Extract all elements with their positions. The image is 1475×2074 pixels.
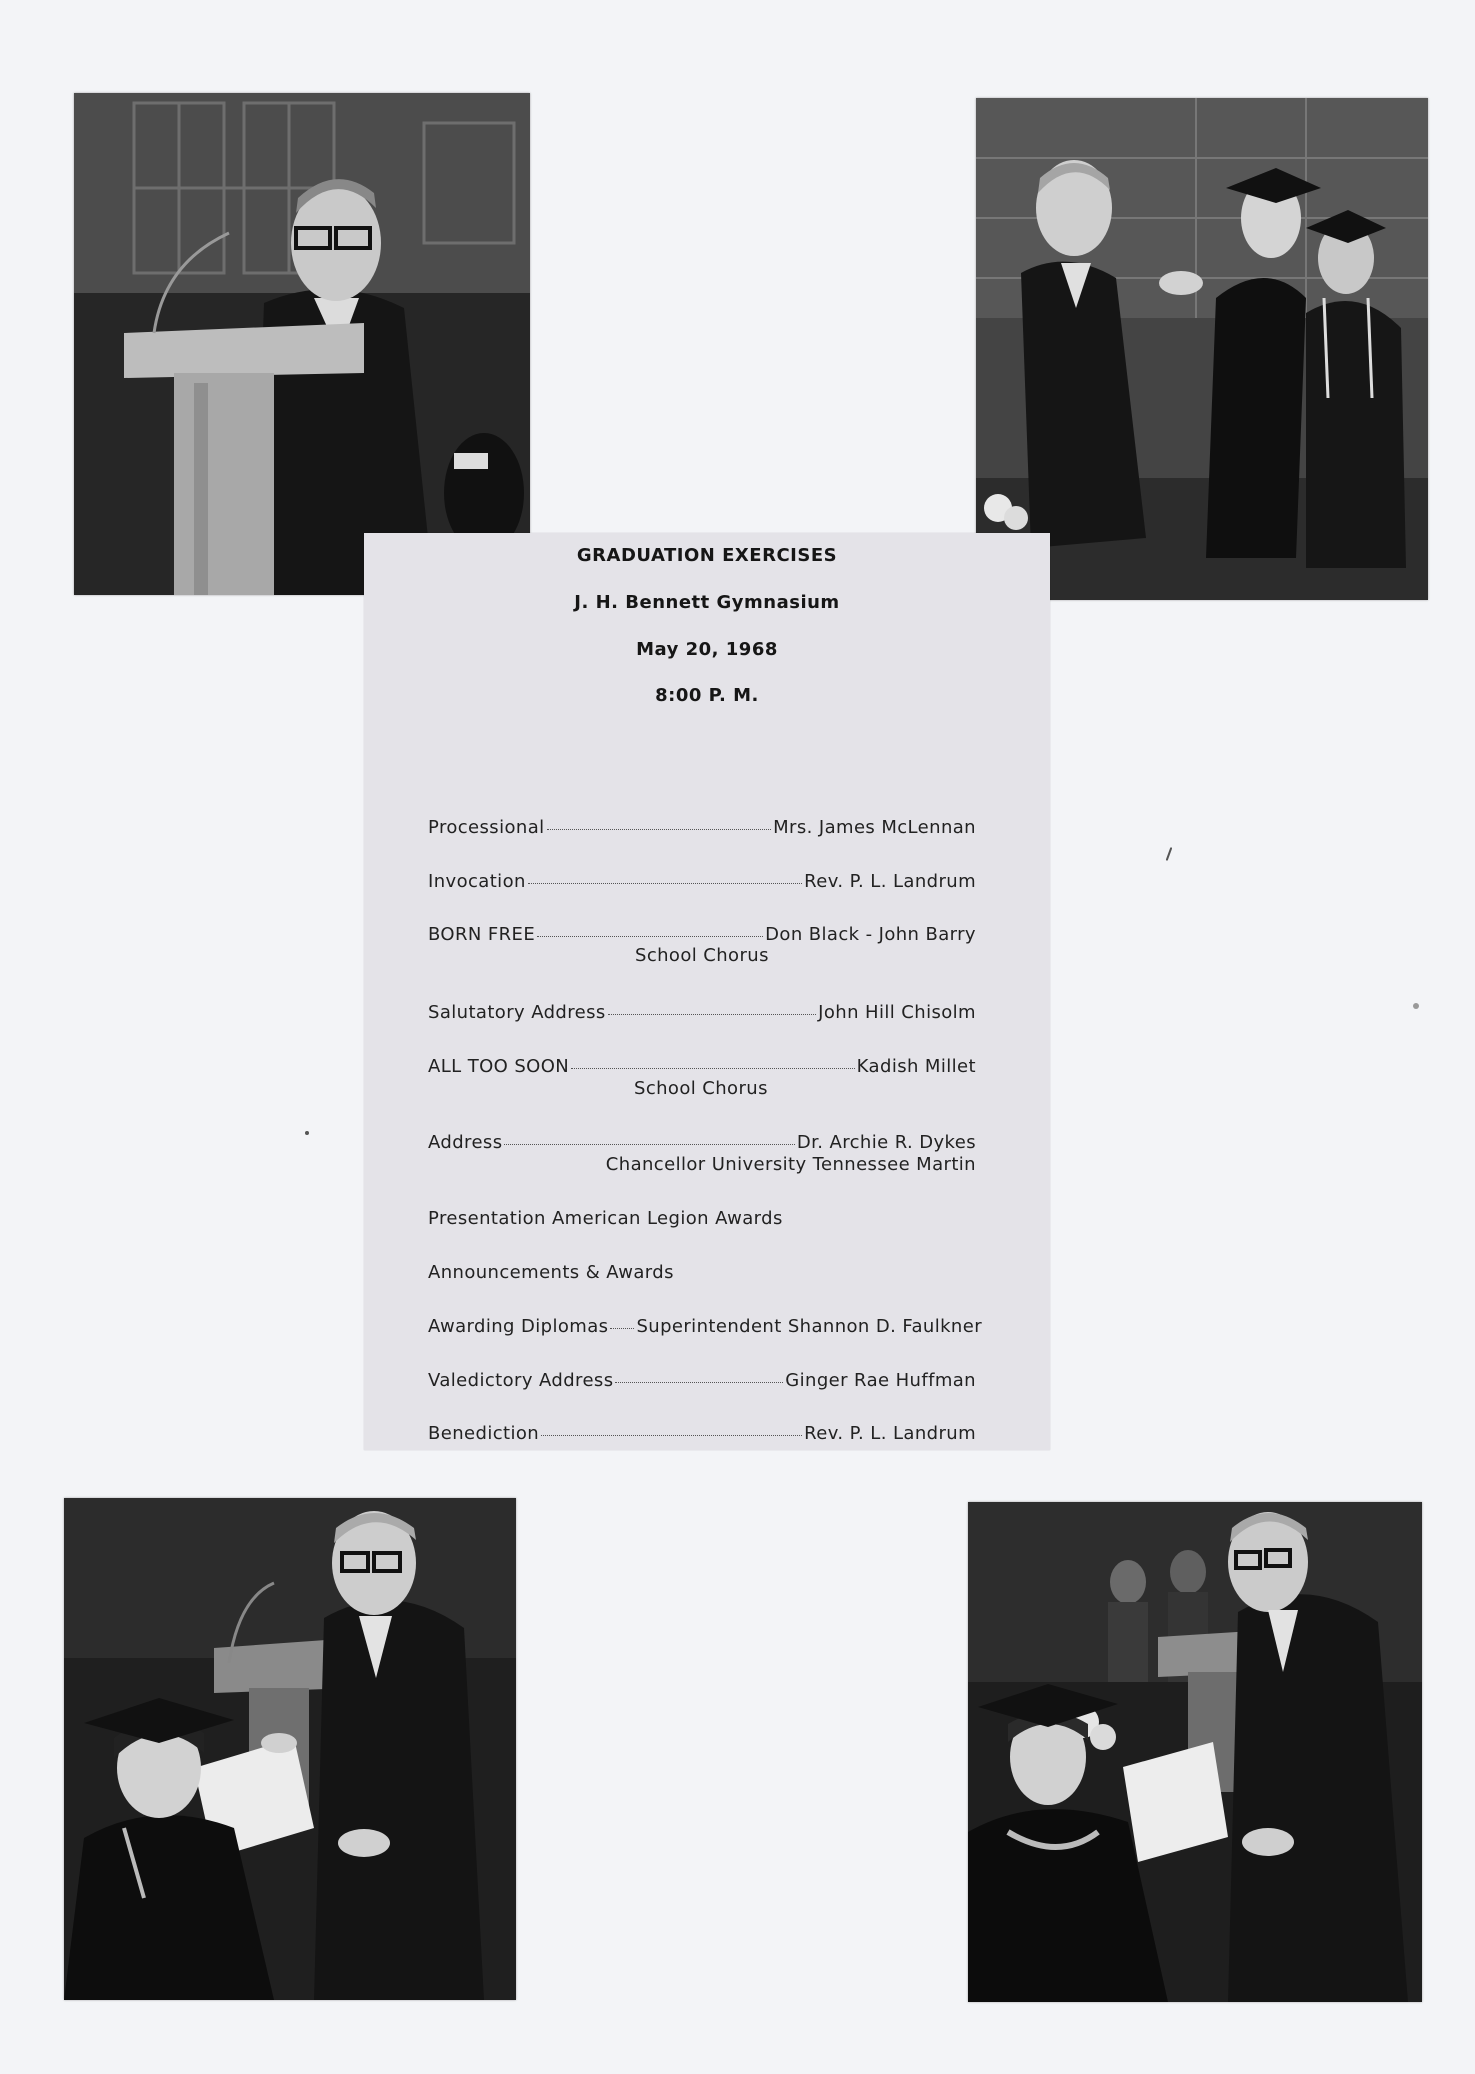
speaker-photo-image: [74, 93, 530, 595]
dotted-leader: [547, 829, 772, 830]
male-graduate-photo-image: [968, 1502, 1422, 2002]
program-item: [428, 1002, 976, 1023]
photo-male-graduate-diploma: [968, 1502, 1422, 2002]
program-item-note: School Chorus: [635, 945, 769, 966]
paper-speck: [305, 1131, 309, 1135]
dotted-leader: [615, 1382, 783, 1383]
program-item-performer: Dr. Archie R. Dykes: [796, 1132, 976, 1153]
program-item-label: Invocation: [428, 871, 526, 892]
program-title: GRADUATION EXERCISES: [576, 545, 838, 566]
program-item-label: Processional: [428, 817, 545, 838]
dotted-leader: [608, 1014, 816, 1015]
photo-speaker-at-podium: [74, 93, 530, 595]
program-item: [428, 1262, 976, 1283]
program-item-performer: John Hill Chisolm: [818, 1002, 976, 1023]
program-item-performer: Kadish Millet: [856, 1056, 976, 1077]
program-item-note: Chancellor University Tennessee Martin: [605, 1154, 976, 1175]
dotted-leader: [610, 1328, 634, 1329]
program-item-performer: Rev. P. L. Landrum: [804, 871, 976, 892]
dotted-leader: [537, 936, 763, 937]
program-item-note: School Chorus: [634, 1078, 768, 1099]
program-item-label: Salutatory Address: [428, 1002, 606, 1023]
program-item-label: Address: [428, 1132, 503, 1153]
program-venue: J. H. Bennett Gymnasium: [574, 592, 840, 613]
program-item-performer: Don Black - John Barry: [765, 924, 976, 945]
program-item: [428, 1370, 976, 1391]
program-date: May 20, 1968: [636, 639, 778, 660]
program-item-label: ALL TOO SOON: [428, 1056, 570, 1077]
dotted-leader: [528, 883, 802, 884]
program-item: [428, 817, 976, 838]
program-item-performer: Mrs. James McLennan: [773, 817, 976, 838]
program-item: [428, 1423, 976, 1444]
program-item-label: Benediction: [428, 1423, 540, 1444]
program-item-performer: Ginger Rae Huffman: [785, 1370, 976, 1391]
program-item-label: BORN FREE: [428, 924, 536, 945]
program-time: 8:00 P. M.: [655, 685, 759, 706]
program-item: [428, 871, 976, 892]
program-item: [428, 1208, 976, 1229]
photo-diploma-handshake: [976, 98, 1428, 600]
program-item-label: Valedictory Address: [428, 1370, 614, 1391]
program-item-performer: Rev. P. L. Landrum: [804, 1423, 976, 1444]
dotted-leader: [571, 1068, 855, 1069]
program-item: [428, 924, 976, 945]
dotted-leader: [541, 1435, 802, 1436]
paper-speck: [1166, 847, 1173, 861]
program-item-label: Presentation American Legion Awards: [428, 1208, 783, 1229]
female-graduate-photo-image: [64, 1498, 516, 2000]
program-item: [428, 1132, 976, 1153]
dotted-leader: [504, 1144, 794, 1145]
program-item: [428, 1056, 976, 1077]
photo-female-graduate-diploma: [64, 1498, 516, 2000]
program-item-label: Awarding Diplomas: [428, 1316, 609, 1337]
program-item: [428, 1316, 982, 1337]
program-item-performer: Superintendent Shannon D. Faulkner: [636, 1316, 982, 1337]
handshake-photo-image: [976, 98, 1428, 600]
graduation-program-card: [364, 533, 1050, 1450]
program-item-label: Announcements & Awards: [428, 1262, 674, 1283]
paper-speck: [1413, 1003, 1419, 1009]
